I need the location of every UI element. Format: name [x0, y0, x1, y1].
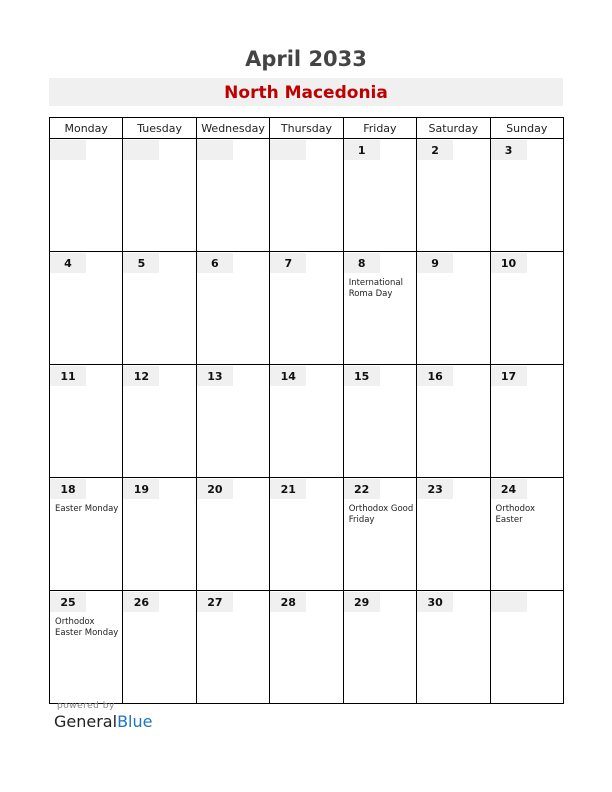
day-number [50, 140, 86, 160]
day-number: 1 [344, 140, 380, 160]
day-number: 7 [270, 253, 306, 273]
day-cell [196, 252, 269, 365]
day-cell [417, 591, 490, 704]
day-cell [270, 591, 343, 704]
day-cell [196, 478, 269, 591]
day-cell [343, 478, 416, 591]
day-number [270, 140, 306, 160]
day-cell [270, 478, 343, 591]
day-number: 18 [50, 479, 86, 499]
weekday-header: Monday [50, 118, 123, 139]
logo-text-blue: Blue [117, 712, 153, 731]
day-cell [417, 252, 490, 365]
day-number: 20 [197, 479, 233, 499]
day-cell [123, 252, 196, 365]
logo-text-general: General [54, 712, 118, 731]
day-number: 21 [270, 479, 306, 499]
day-number: 9 [417, 253, 453, 273]
day-number: 10 [491, 253, 527, 273]
day-number: 6 [197, 253, 233, 273]
day-cell [123, 139, 196, 252]
holiday-label: Orthodox Easter [495, 504, 536, 525]
day-number: 3 [491, 140, 527, 160]
day-cell [123, 478, 196, 591]
weekday-header: Tuesday [123, 118, 196, 139]
day-number [197, 140, 233, 160]
day-number: 14 [270, 366, 306, 386]
day-number: 11 [50, 366, 86, 386]
day-number: 24 [491, 479, 527, 499]
day-number: 25 [50, 592, 86, 612]
day-number: 22 [344, 479, 380, 499]
day-number: 5 [123, 253, 159, 273]
day-cell [50, 478, 123, 591]
day-number: 29 [344, 592, 380, 612]
day-cell [490, 365, 563, 478]
day-cell [417, 139, 490, 252]
page-title: April 2033 [245, 47, 367, 71]
day-cell [490, 252, 563, 365]
week-row [50, 478, 564, 591]
day-cell [196, 591, 269, 704]
day-number: 19 [123, 479, 159, 499]
weekday-header: Friday [343, 118, 416, 139]
generalblue-logo [54, 712, 152, 731]
holiday-label: Easter Monday [55, 504, 119, 514]
weekday-header-row [50, 118, 564, 139]
day-cell [417, 365, 490, 478]
week-row [50, 252, 564, 365]
day-number [491, 592, 527, 612]
day-cell [196, 365, 269, 478]
day-cell [50, 591, 123, 704]
day-number: 13 [197, 366, 233, 386]
weekday-header: Wednesday [196, 118, 269, 139]
day-number: 23 [417, 479, 453, 499]
day-number: 26 [123, 592, 159, 612]
week-row [50, 139, 564, 252]
day-number: 8 [344, 253, 380, 273]
day-cell [343, 139, 416, 252]
day-number: 15 [344, 366, 380, 386]
day-cell [490, 139, 563, 252]
holiday-label: Orthodox Good Friday [348, 504, 414, 525]
day-cell [417, 478, 490, 591]
day-cell [270, 252, 343, 365]
weekday-header: Sunday [490, 118, 563, 139]
day-number: 4 [50, 253, 86, 273]
weekday-header: Thursday [270, 118, 343, 139]
day-number: 2 [417, 140, 453, 160]
week-row [50, 591, 564, 704]
day-cell [490, 478, 563, 591]
day-cell [123, 365, 196, 478]
day-cell [196, 139, 269, 252]
day-number: 28 [270, 592, 306, 612]
calendar-grid [49, 117, 564, 704]
country-name: North Macedonia [49, 78, 563, 106]
day-number [123, 140, 159, 160]
day-cell [343, 591, 416, 704]
day-cell [270, 365, 343, 478]
day-number: 16 [417, 366, 453, 386]
day-number: 12 [123, 366, 159, 386]
holiday-label: Orthodox Easter Monday [55, 617, 119, 638]
day-cell [50, 139, 123, 252]
day-cell [343, 252, 416, 365]
weekday-header: Saturday [417, 118, 490, 139]
powered-by-label: powered by [57, 701, 115, 711]
day-cell [123, 591, 196, 704]
day-cell [50, 365, 123, 478]
day-cell [490, 591, 563, 704]
day-number: 17 [491, 366, 527, 386]
day-number: 27 [197, 592, 233, 612]
day-cell [270, 139, 343, 252]
day-number: 30 [417, 592, 453, 612]
day-cell [50, 252, 123, 365]
day-cell [343, 365, 416, 478]
holiday-label: International Roma Day [348, 278, 403, 299]
week-row [50, 365, 564, 478]
